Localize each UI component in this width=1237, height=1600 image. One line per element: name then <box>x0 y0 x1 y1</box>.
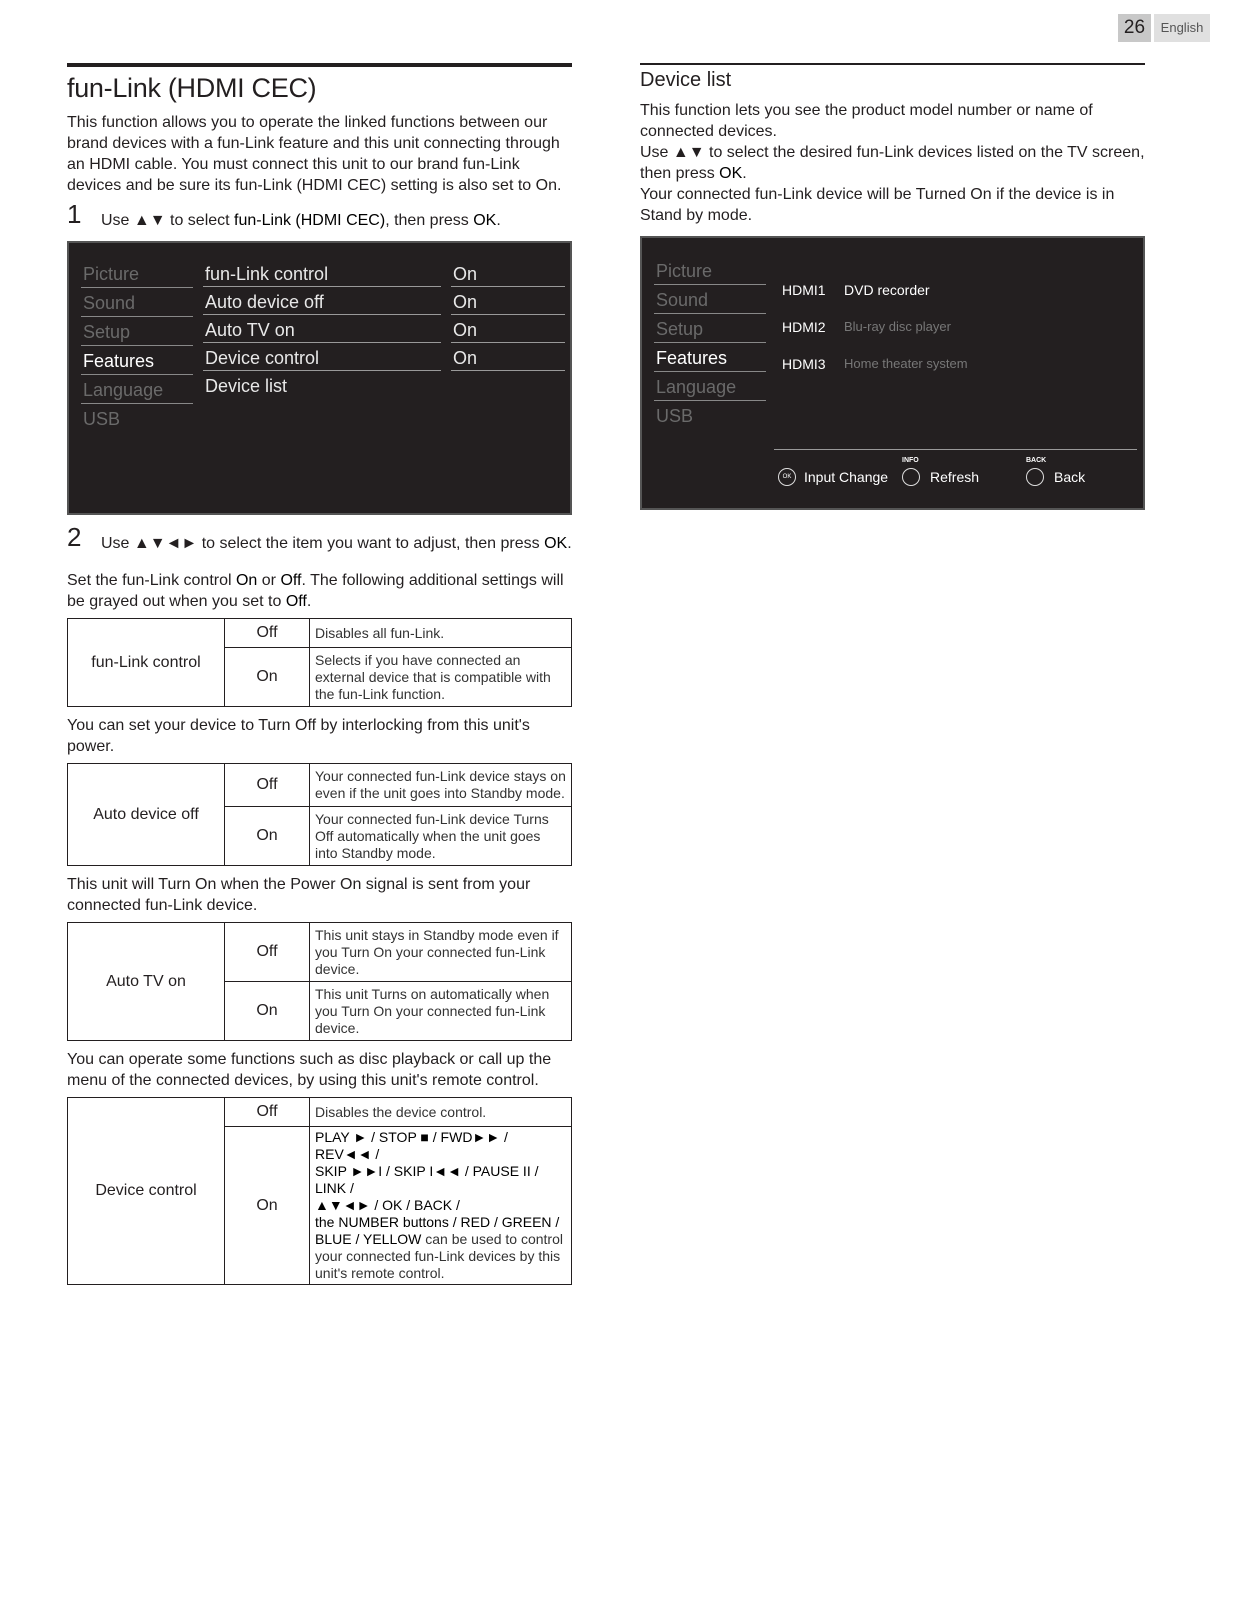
device-name: Blu-ray disc player <box>844 319 951 334</box>
option-row: Auto TV on On <box>203 317 565 343</box>
back-hint: BACK Back <box>1026 457 1086 485</box>
auto-device-off-table <box>67 763 572 866</box>
setting-desc: Your connected fun-Link device stays on even if the unit goes into Standby mode. <box>310 764 572 807</box>
paragraph: Your connected fun-Link device will be Turned On if the device is in Stand by mode. <box>640 186 1115 224</box>
language-tab: English <box>1154 14 1210 42</box>
menu-item-language: Language <box>81 377 193 404</box>
option-row: Auto device off On <box>203 289 565 315</box>
set-paragraph: Set the fun-Link control On or Off. The following additional settings will be grayed out when you set to Off. <box>67 572 564 610</box>
tv-options <box>203 261 565 401</box>
menu-item-setup: Setup <box>654 316 766 343</box>
menu-item-usb: USB <box>656 406 694 426</box>
step-1: 1 Use ▲▼ to select fun-Link (HDMI CEC), then press OK. <box>67 199 501 229</box>
device-port: HDMI2 <box>782 319 826 335</box>
setting-off: Off <box>225 1098 310 1127</box>
funlink-control-table <box>67 618 572 707</box>
setting-off: Off <box>225 764 310 807</box>
page-number: 26 <box>1118 14 1151 42</box>
menu-item-setup: Setup <box>81 319 193 346</box>
menu-item-usb: USB <box>83 409 121 429</box>
menu-item-picture: Picture <box>654 258 766 285</box>
feature-name: Device control <box>68 1098 225 1285</box>
setting-desc: Selects if you have connected an external device that is compatible with the fun-Link function. <box>310 648 572 707</box>
option-row: fun-Link control On <box>203 261 565 287</box>
auto-tv-on-table <box>67 922 572 1041</box>
menu-item-sound: Sound <box>81 290 193 317</box>
back-button-icon <box>1026 468 1044 486</box>
feature-name: Auto device off <box>68 764 225 866</box>
step-2: 2 Use ▲▼◄► to select the item you want to adjust, then press OK. <box>67 522 572 552</box>
info-button-icon <box>902 468 920 486</box>
setting-desc: This unit stays in Standby mode even if you Turn On your connected fun-Link device. <box>310 923 572 982</box>
tv-button-bar <box>778 457 1086 486</box>
paragraph: This unit will Turn On when the Power On signal is sent from your connected fun-Link device. <box>67 876 531 914</box>
right-column <box>640 63 1145 510</box>
feature-name: Auto TV on <box>68 923 225 1041</box>
section-rule <box>640 63 1145 65</box>
divider <box>774 449 1137 450</box>
menu-item-features: Features <box>654 345 766 372</box>
menu-item-picture: Picture <box>81 261 193 288</box>
ok-button-icon: OK <box>778 468 796 486</box>
left-column <box>67 63 572 1285</box>
input-change-hint: OK Input Change <box>778 468 902 486</box>
paragraph: You can set your device to Turn Off by interlocking from this unit's power. <box>67 717 530 755</box>
setting-on: On <box>225 807 310 866</box>
section-title: fun-Link (HDMI CEC) <box>67 73 317 103</box>
paragraph: This function lets you see the product model number or name of connected devices. <box>640 102 1093 140</box>
paragraph: You can operate some functions such as disc playback or call up the menu of the connected devices, by using this unit's remote control. <box>67 1051 552 1089</box>
tv-side-menu <box>654 258 766 431</box>
back-key-label: BACK <box>1026 457 1047 464</box>
device-name: Home theater system <box>844 356 968 371</box>
step-number: 2 <box>67 522 82 552</box>
setting-desc: Disables the device control. <box>310 1098 572 1127</box>
device-row <box>782 319 968 356</box>
device-row <box>782 282 968 319</box>
section-rule <box>67 63 572 67</box>
menu-item-sound: Sound <box>654 287 766 314</box>
setting-on: On <box>225 648 310 707</box>
menu-item-language: Language <box>654 374 766 401</box>
refresh-hint: INFO Refresh <box>902 457 980 485</box>
device-list <box>782 282 968 393</box>
option-row: Device control On <box>203 345 565 371</box>
intro-paragraph: This function allows you to operate the linked functions between our brand devices with a fun-Link feature and this unit connecting through an HDMI cable. You must connect this unit to our brand fun-Link devices and be sure its fun-Link (HDMI CEC) setting is also set to On. <box>67 114 562 194</box>
step-number: 1 <box>67 199 82 229</box>
paragraph: Use ▲▼ to select the desired fun-Link devices listed on the TV screen, then press OK. <box>640 144 1145 182</box>
device-port: HDMI1 <box>782 282 826 298</box>
setting-on: On <box>225 982 310 1041</box>
setting-off: Off <box>225 923 310 982</box>
device-row <box>782 356 968 393</box>
feature-name: fun-Link control <box>68 619 225 707</box>
page-header <box>1118 14 1210 42</box>
setting-desc: PLAY ► / STOP ■ / FWD►► / REV◄◄ / SKIP ►►I / SKIP I◄◄ / PAUSE II / LINK / ▲▼◄► / OK / BACK / the NUMBER buttons / RED / GREEN / BLUE / YELLOW can be used to control your connected fun-Link devices by this unit's remote control. <box>310 1127 572 1285</box>
setting-desc: Disables all fun-Link. <box>310 619 572 648</box>
setting-off: Off <box>225 619 310 648</box>
tv-side-menu <box>81 261 193 434</box>
setting-on: On <box>225 1127 310 1285</box>
menu-item-features: Features <box>81 348 193 375</box>
device-name: DVD recorder <box>844 282 930 298</box>
setting-desc: Your connected fun-Link device Turns Off automatically when the unit goes into Standby mode. <box>310 807 572 866</box>
device-control-table <box>67 1097 572 1285</box>
setting-desc: This unit Turns on automatically when you Turn On your connected fun-Link device. <box>310 982 572 1041</box>
tv-menu-screen <box>67 241 572 515</box>
section-title: Device list <box>640 69 732 91</box>
option-row: Device list <box>205 376 288 396</box>
device-port: HDMI3 <box>782 356 826 372</box>
device-list-screen <box>640 236 1145 510</box>
info-key-label: INFO <box>902 457 919 464</box>
